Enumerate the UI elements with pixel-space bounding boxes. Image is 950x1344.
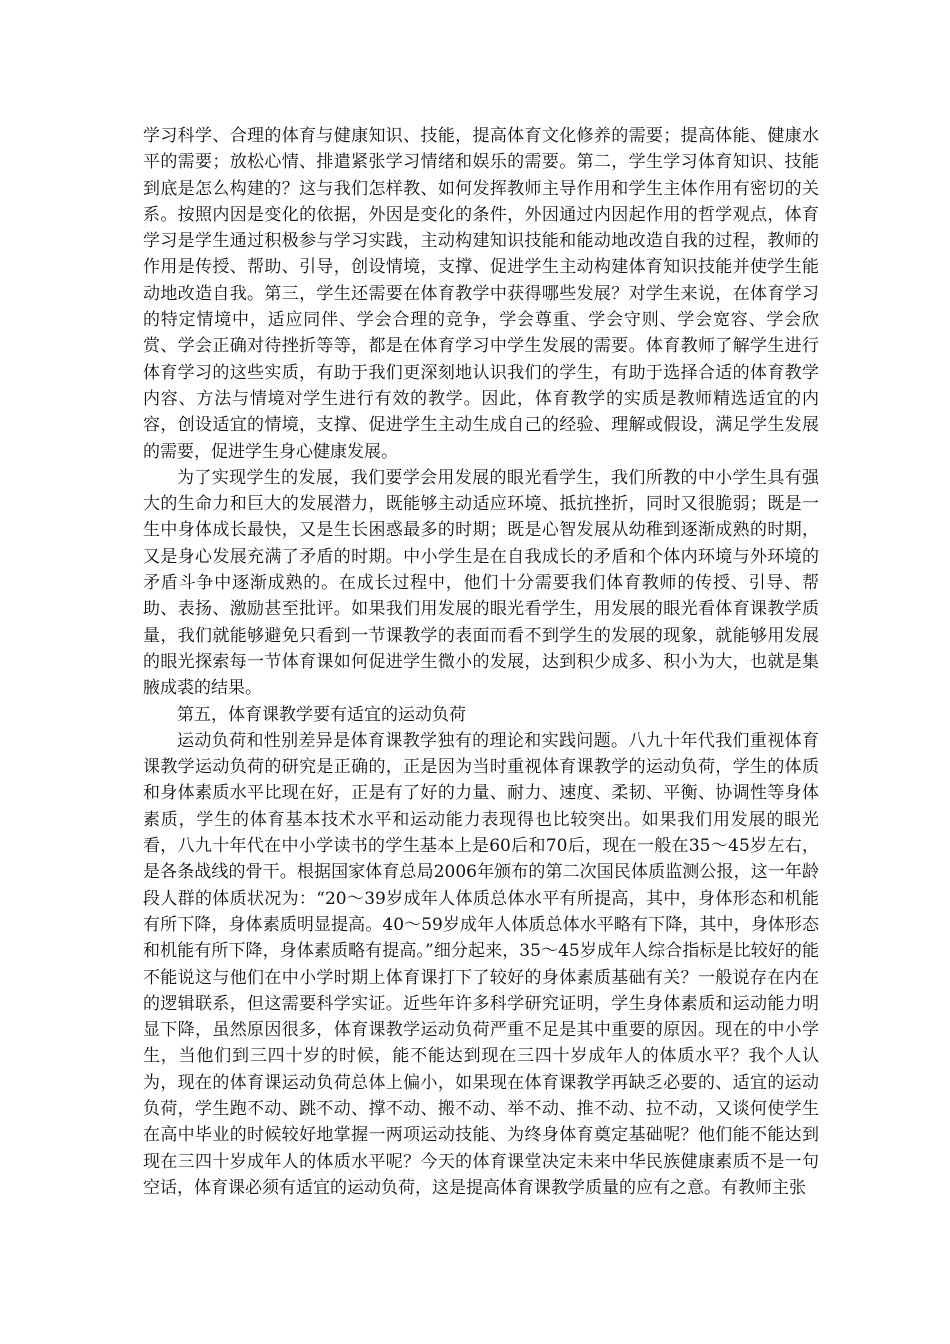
- document-body: [143, 123, 819, 1201]
- body-paragraph-3: 运动负荷和性别差异是体育课教学独有的理论和实践问题。八九十年代我们重视体育课教学运动负荷的研究是正确的，正是因为当时重视体育课教学的运动负荷，学生的体质和身体素质水平比现在好，正是有了好的力量、耐力、速度、柔韧、平衡、协调性等身体素质，学生的体育基本技术水平和运动能力表现得也比较突出。如果我们用发展的眼光看，八九十年代在中小学读书的学生基本上是60后和70后，现在一般在35～45岁左右，是各条战线的骨干。根据国家体育总局2006年颁布的第二次国民体质监测公报，这一年龄段人群的体质状况为：“20～39岁成年人体质总体水平有所提高，其中，身体形态和机能有所下降，身体素质明显提高。40～59岁成年人体质总体水平略有下降，其中，身体形态和机能有所下降，身体素质略有提高。”细分起来，35～45岁成年人综合指标是比较好的能不能说这与他们在中小学时期上体育课打下了较好的身体素质基础有关？一般说存在内在的逻辑联系，但这需要科学实证。近些年许多科学研究证明，学生身体素质和运动能力明显下降，虽然原因很多，体育课教学运动负荷严重不足是其中重要的原因。现在的中小学生，当他们到三四十岁的时候，能不能达到现在三四十岁成年人的体质水平？我个人认为，现在的体育课运动负荷总体上偏小，如果现在体育课教学再缺乏必要的、适宜的运动负荷，学生跑不动、跳不动、撑不动、搬不动、举不动、推不动、拉不动，又谈何使学生在高中毕业的时候较好地掌握一两项运动技能、为终身体育奠定基础呢？他们能不能达到现在三四十岁成年人的体质水平呢？今天的体育课堂决定未来中华民族健康素质不是一句空话，体育课必须有适宜的运动负荷，这是提高体育课教学质量的应有之意。有教师主张: [143, 730, 819, 1198]
- body-paragraph-1: 学习科学、合理的体育与健康知识、技能，提高体育文化修养的需要；提高体能、健康水平的需要；放松心情、排遣紧张学习情绪和娱乐的需要。第二，学生学习体育知识、技能到底是怎么构建的？这与我们怎样教、如何发挥教师主导作用和学生主体作用有密切的关系。按照内因是变化的依据，外因是变化的条件，外因通过内因起作用的哲学观点，体育学习是学生通过积极参与学习实践，主动构建知识技能和能动地改造自我的过程，教师的作用是传授、帮助、引导，创设情境，支撑、促进学生主动构建体育知识技能并使学生能动地改造自我。第三，学生还需要在体育教学中获得哪些发展？对学生来说，在体育学习的特定情境中，适应同伴、学会合理的竞争，学会尊重、学会守则、学会宽容、学会欣赏、学会正确对待挫折等等，都是在体育学习中学生发展的需要。体育教师了解学生进行体育学习的这些实质，有助于我们更深刻地认识我们的学生，有助于选择合适的体育教学内容、方法与情境对学生进行有效的教学。因此，体育教学的实质是教师精选适宜的内容，创设适宜的情境，支撑、促进学生主动生成自己的经验、理解或假设，满足学生发展的需要，促进学生身心健康发展。: [143, 126, 819, 462]
- body-paragraph-2: 为了实现学生的发展，我们要学会用发展的眼光看学生，我们所教的中小学生具有强大的生命力和巨大的发展潜力，既能够主动适应环境、抵抗挫折，同时又很脆弱；既是一生中身体成长最快，又是生长困惑最多的时期；既是心智发展从幼稚到逐渐成熟的时期，又是身心发展充满了矛盾的时期。中小学生是在自我成长的矛盾和个体内环境与外环境的矛盾斗争中逐渐成熟的。在成长过程中，他们十分需要我们体育教师的传授、引导、帮助、表扬、激励甚至批评。如果我们用发展的眼光看学生，用发展的眼光看体育课教学质量，我们就能够避免只看到一节课教学的表面而看不到学生的发展的现象，就能够用发展的眼光探索每一节体育课如何促进学生微小的发展，达到积少成多、积小为大，也就是集腋成裘的结果。: [143, 467, 819, 699]
- section-heading-5: 第五，体育课教学要有适宜的运动负荷: [177, 704, 466, 725]
